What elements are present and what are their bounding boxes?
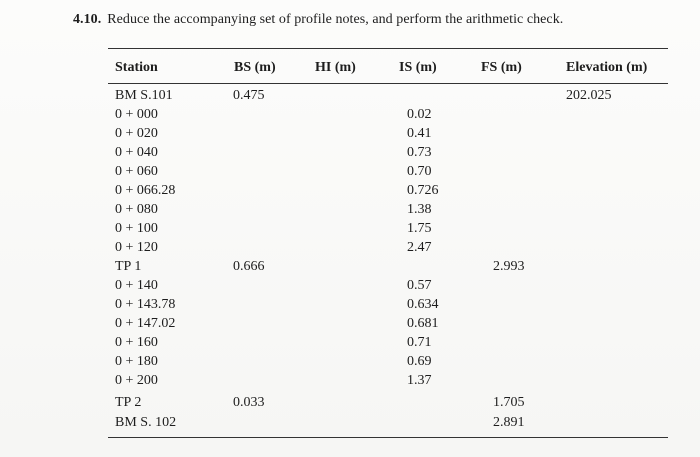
header-is: IS (m) — [399, 60, 437, 75]
station-cell: 0 + 000 — [115, 107, 158, 122]
header-fs: FS (m) — [481, 60, 522, 75]
table-row — [0, 126, 700, 145]
station-cell: 0 + 160 — [115, 335, 158, 350]
table-row — [0, 278, 700, 297]
table-row — [0, 183, 700, 202]
is-cell: 0.681 — [407, 316, 439, 331]
station-cell: 0 + 066.28 — [115, 183, 176, 198]
table-row — [0, 297, 700, 316]
station-cell: 0 + 200 — [115, 373, 158, 388]
table-row — [0, 395, 700, 414]
table-bottom-rule — [108, 437, 668, 438]
table-header-rule — [108, 83, 668, 84]
station-cell: 0 + 140 — [115, 278, 158, 293]
is-cell: 1.75 — [407, 221, 432, 236]
is-cell: 0.69 — [407, 354, 432, 369]
is-cell: 2.47 — [407, 240, 432, 255]
problem-number: 4.10. — [73, 12, 102, 27]
table-row — [0, 335, 700, 354]
is-cell: 0.70 — [407, 164, 432, 179]
station-cell: 0 + 120 — [115, 240, 158, 255]
table-row — [0, 316, 700, 335]
table-row — [0, 259, 700, 278]
problem-heading — [73, 12, 563, 28]
is-cell: 1.38 — [407, 202, 432, 217]
station-cell: TP 2 — [115, 395, 142, 410]
table-row — [0, 107, 700, 126]
header-hi: HI (m) — [315, 60, 356, 75]
is-cell: 0.57 — [407, 278, 432, 293]
table-row — [0, 88, 700, 107]
station-cell: 0 + 020 — [115, 126, 158, 141]
station-cell: 0 + 180 — [115, 354, 158, 369]
is-cell: 0.41 — [407, 126, 432, 141]
station-cell: 0 + 060 — [115, 164, 158, 179]
fs-cell: 2.891 — [493, 415, 525, 430]
station-cell: BM S.101 — [115, 88, 173, 103]
is-cell: 1.37 — [407, 373, 432, 388]
is-cell: 0.71 — [407, 335, 432, 350]
header-station: Station — [115, 60, 158, 75]
station-cell: 0 + 147.02 — [115, 316, 176, 331]
table-row — [0, 240, 700, 259]
bs-cell: 0.033 — [233, 395, 265, 410]
table-row — [0, 354, 700, 373]
table-row — [0, 164, 700, 183]
table-row — [0, 373, 700, 392]
table-row — [0, 221, 700, 240]
is-cell: 0.02 — [407, 107, 432, 122]
table-row — [0, 202, 700, 221]
is-cell: 0.634 — [407, 297, 439, 312]
header-elevation: Elevation (m) — [566, 60, 648, 75]
problem-text: Reduce the accompanying set of profile notes, and perform the arithmetic check. — [107, 12, 564, 27]
station-cell: 0 + 080 — [115, 202, 158, 217]
station-cell: 0 + 100 — [115, 221, 158, 236]
is-cell: 0.726 — [407, 183, 439, 198]
elevation-cell: 202.025 — [566, 88, 612, 103]
table-row — [0, 415, 700, 434]
station-cell: TP 1 — [115, 259, 142, 274]
fs-cell: 1.705 — [493, 395, 525, 410]
bs-cell: 0.666 — [233, 259, 265, 274]
table-row — [0, 145, 700, 164]
station-cell: 0 + 143.78 — [115, 297, 176, 312]
bs-cell: 0.475 — [233, 88, 265, 103]
is-cell: 0.73 — [407, 145, 432, 160]
fs-cell: 2.993 — [493, 259, 525, 274]
station-cell: 0 + 040 — [115, 145, 158, 160]
header-bs: BS (m) — [234, 60, 276, 75]
table-top-rule — [108, 48, 668, 49]
station-cell: BM S. 102 — [115, 415, 177, 430]
